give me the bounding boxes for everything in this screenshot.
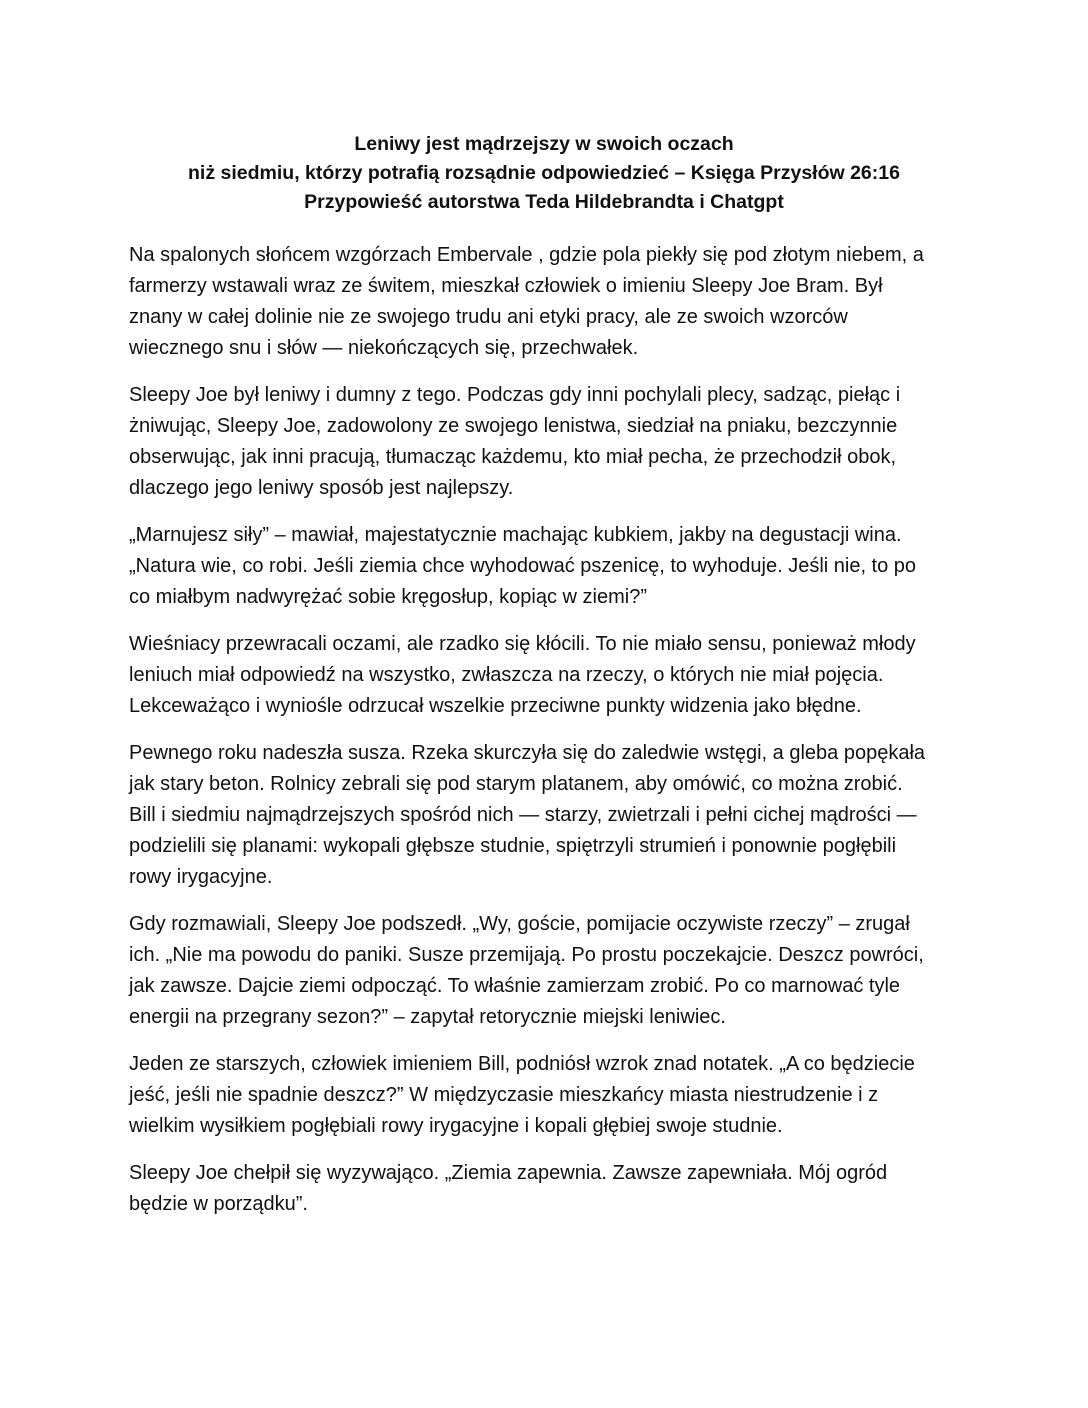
text-line: żniwując, Sleepy Joe, zadowolony ze swojego lenistwa, siedział na pniaku, bezczynnie — [129, 415, 898, 437]
text-line: leniuch miał odpowiedź na wszystko, zwłaszcza na rzeczy, o których nie miał pojęcia. — [129, 664, 884, 686]
text-line: jeść, jeśli nie spadnie deszcz?” W międzyczasie mieszkańcy miasta niestrudzenie i z — [129, 1084, 879, 1106]
text-line: jak stary beton. Rolnicy zebrali się pod starym platanem, aby omówić, co można zrobić. — [129, 773, 903, 795]
text-line: Na spalonych słońcem wzgórzach Embervale , gdzie pola piekły się pod złotym niebem, a — [129, 244, 924, 266]
text-line: podzielili się planami: wykopali głębsze studnie, spiętrzyli strumień i ponownie pogłębili — [129, 835, 897, 857]
author-line: Przypowieść autorstwa Teda Hildebrandta i Chatgpt — [304, 191, 784, 213]
text-line: wielkim wysiłkiem pogłębiali rowy irygacyjne i kopali głębiej swoje studnie. — [129, 1115, 783, 1137]
text-line: wiecznego snu i słów — niekończących się, przechwałek. — [129, 337, 639, 359]
text-line: energii na przegrany sezon?” – zapytał retorycznie miejski leniwiec. — [129, 1006, 726, 1028]
paragraph — [129, 1049, 969, 1142]
text-line: Gdy rozmawiali, Sleepy Joe podszedł. „Wy, goście, pomijacie oczywiste rzeczy” – zrugał — [129, 913, 910, 935]
text-line: będzie w porządku”. — [129, 1193, 308, 1215]
text-line: Pewnego roku nadeszła susza. Rzeka skurczyła się do zaledwie wstęgi, a gleba popękała — [129, 742, 926, 764]
text-line: rowy irygacyjne. — [129, 866, 273, 888]
subtitle-line: niż siedmiu, którzy potrafią rozsądnie odpowiedzieć – Księga Przysłów 26:16 — [188, 162, 900, 184]
text-line: „Marnujesz siły” – mawiał, majestatycznie machając kubkiem, jakby na degustacji wina. — [129, 524, 902, 546]
text-line: Sleepy Joe chełpił się wyzywająco. „Ziemia zapewnia. Zawsze zapewniała. Mój ogród — [129, 1162, 888, 1184]
text-line: co miałbym nadwyrężać sobie kręgosłup, kopiąc w ziemi?” — [129, 586, 647, 608]
paragraph — [129, 909, 969, 1033]
text-line: obserwując, jak inni pracują, tłumacząc każdemu, kto miał pecha, że przechodził obok, — [129, 446, 897, 468]
text-line: Lekceważąco i wyniośle odrzucał wszelkie przeciwne punkty widzenia jako błędne. — [129, 695, 862, 717]
paragraph — [129, 520, 969, 613]
paragraph — [129, 240, 969, 364]
text-line: „Natura wie, co robi. Jeśli ziemia chce wyhodować pszenicę, to wyhoduje. Jeśli nie, to po — [129, 555, 917, 577]
document-body — [129, 240, 969, 1236]
document-heading — [0, 130, 1088, 217]
paragraph — [129, 738, 969, 893]
text-line: Sleepy Joe był leniwy i dumny z tego. Podczas gdy inni pochylali plecy, sadząc, piełąc i — [129, 384, 901, 406]
text-line: jak zawsze. Dajcie ziemi odpocząć. To właśnie zamierzam zrobić. Po co marnować tyle — [129, 975, 901, 997]
paragraph — [129, 380, 969, 504]
text-line: dlaczego jego leniwy sposób jest najlepszy. — [129, 477, 514, 499]
text-line: znany w całej dolinie nie ze swojego trudu ani etyki pracy, ale ze swoich wzorców — [129, 306, 848, 328]
text-line: Wieśniacy przewracali oczami, ale rzadko się kłócili. To nie miało sensu, ponieważ młody — [129, 633, 916, 655]
text-line: ich. „Nie ma powodu do paniki. Susze przemijają. Po prostu poczekajcie. Deszcz powróci, — [129, 944, 924, 966]
text-line: Bill i siedmiu najmądrzejszych spośród nich — starzy, zwietrzali i pełni cichej mądrości — — [129, 804, 917, 826]
title-line: Leniwy jest mądrzejszy w swoich oczach — [354, 133, 734, 155]
text-line: farmerzy wstawali wraz ze świtem, mieszkał człowiek o imieniu Sleepy Joe Bram. Był — [129, 275, 883, 297]
paragraph — [129, 629, 969, 722]
text-line: Jeden ze starszych, człowiek imieniem Bill, podniósł wzrok znad notatek. „A co będziecie — [129, 1053, 915, 1075]
paragraph — [129, 1158, 969, 1220]
